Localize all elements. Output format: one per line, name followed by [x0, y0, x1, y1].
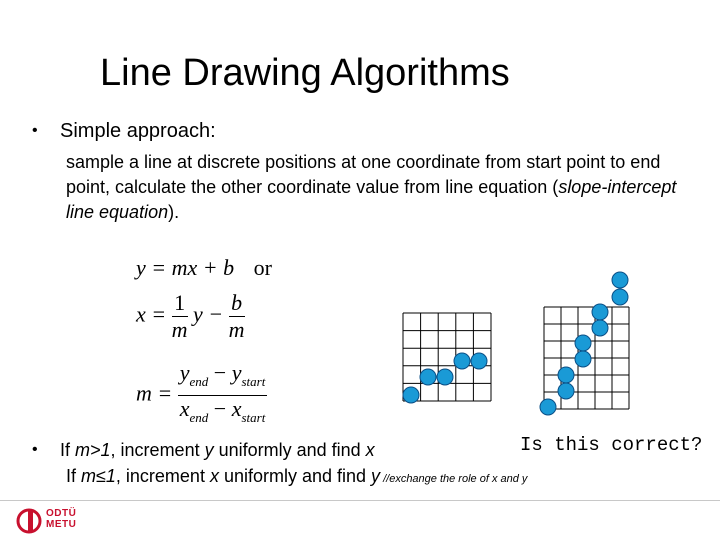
bullet-dot: • — [32, 441, 38, 458]
pixels-shallow-line — [403, 353, 487, 403]
eq3-den-op: − — [208, 396, 232, 421]
eq3-lhs: m = — [136, 380, 173, 406]
description-text-1: sample a line at discrete positions at one coordinate from start point to end point, calculate the other coordinate value from line equation ( — [66, 152, 661, 197]
eq2-frac2-num: b — [229, 290, 245, 317]
eq2-mid: y − — [193, 301, 224, 327]
pixel-dot — [471, 353, 487, 369]
rule2-var2: y — [371, 466, 381, 486]
eq2-frac1-num: 1 — [172, 290, 188, 317]
rule2-mid: , increment — [115, 466, 210, 486]
rule1-mid: , increment — [110, 440, 205, 460]
logo-text — [46, 508, 76, 530]
eq3-num-a: y — [179, 360, 190, 385]
rule1-prefix: If — [60, 440, 76, 460]
pixel-dot — [437, 369, 453, 385]
pixel-dot — [612, 289, 628, 305]
eq3-den-a: x — [179, 396, 190, 421]
pixel-dot — [575, 335, 591, 351]
description-emphasis: slope-intercept line equation — [66, 177, 677, 222]
eq3-num-b: y — [231, 360, 242, 385]
rule1-var1: y — [204, 440, 214, 460]
pixel-dot — [592, 320, 608, 336]
pixel-dot — [592, 304, 608, 320]
eq1-text: y = mx + b — [136, 255, 235, 280]
eq1-or: or — [253, 255, 272, 280]
bullet-dot: • — [32, 122, 38, 139]
pixel-dot — [558, 383, 574, 399]
eq2-frac1-den: m — [171, 317, 188, 342]
eq3-num-op: − — [208, 360, 232, 385]
eq3-den-a-sub: end — [189, 410, 209, 425]
pixel-dot — [540, 399, 556, 415]
pixel-dot — [612, 272, 628, 288]
eq3-num-a-sub: end — [189, 374, 209, 389]
pixel-dot — [403, 387, 419, 403]
metu-logo-icon — [16, 508, 44, 534]
logo-line-metu: METU — [46, 519, 77, 530]
pixel-dot — [454, 353, 470, 369]
rule2-note: //exchange the role of x and y — [380, 473, 528, 485]
pixels-steep-line — [540, 272, 628, 415]
bullet-steep-rule — [32, 440, 375, 461]
eq2-lhs: x = — [136, 301, 167, 327]
eq3-num-b-sub: start — [241, 374, 266, 389]
pixel-dot — [575, 351, 591, 367]
eq3-den-b: x — [231, 396, 242, 421]
footer-divider — [0, 500, 720, 501]
description-text-3: ). — [168, 202, 180, 222]
rule1-var2: x — [365, 440, 375, 460]
rule2-mid2: uniformly and find — [218, 466, 372, 486]
eq2-frac2-den: m — [228, 317, 245, 342]
bullet-shallow-rule — [66, 466, 527, 487]
rule2-condition: m≤1 — [81, 466, 116, 486]
eq3-den-b-sub: start — [241, 410, 266, 425]
question-text: Is this correct? — [520, 434, 703, 456]
bullet-simple-approach-text: Simple approach: — [60, 120, 216, 142]
rule2-prefix: If — [66, 466, 82, 486]
slide-title: Line Drawing Algorithms — [100, 52, 510, 94]
pixel-dot — [558, 367, 574, 383]
logo-line-odtu: ODTÜ — [46, 508, 77, 519]
rule2-var1: x — [209, 466, 219, 486]
pixel-dot — [420, 369, 436, 385]
rule1-condition: m>1 — [75, 440, 111, 460]
rule1-mid2: uniformly and find — [213, 440, 366, 460]
